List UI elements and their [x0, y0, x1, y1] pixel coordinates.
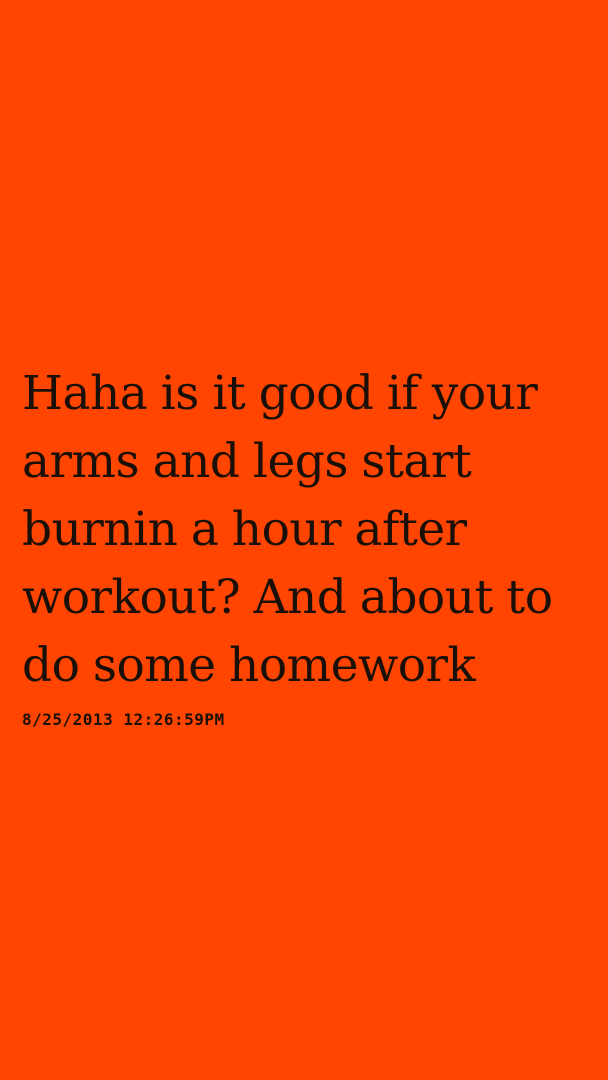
- post-timestamp: 8/25/2013 12:26:59PM: [22, 710, 225, 729]
- post-message: Haha is it good if your arms and legs start burnin a hour after workout? And about to do some homework: [22, 366, 553, 693]
- post-card: [22, 360, 592, 729]
